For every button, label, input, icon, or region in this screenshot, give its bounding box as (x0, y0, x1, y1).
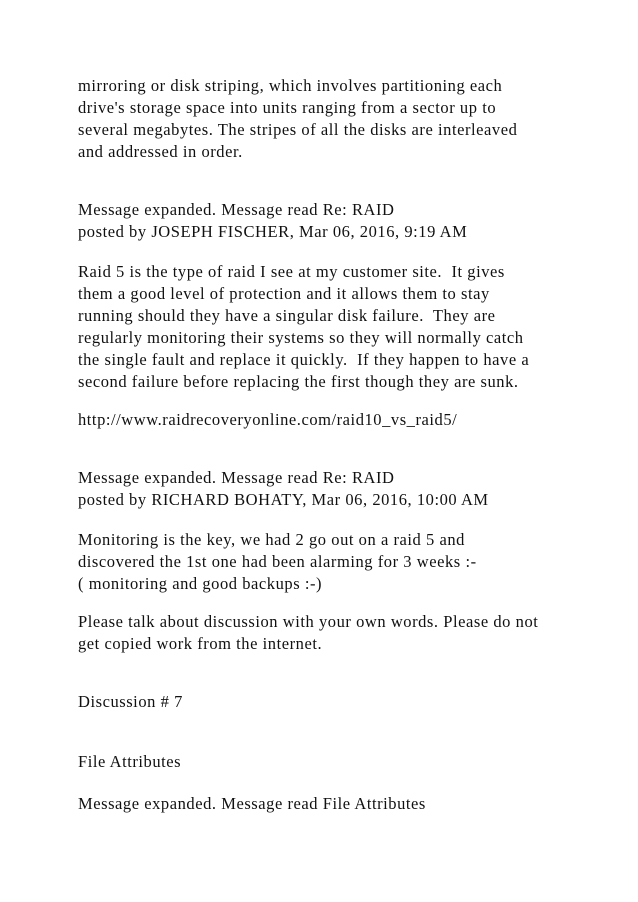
post-body-line: second failure before replacing the first though they are sunk. (78, 372, 519, 391)
post-header: Message expanded. Message read Re: RAID (78, 468, 395, 487)
post-header: Message expanded. Message read File Attributes (78, 794, 426, 813)
instruction-line: Please talk about discussion with your own words. Please do not (78, 612, 539, 631)
instruction-line: get copied work from the internet. (78, 634, 323, 653)
reference-link: http://www.raidrecoveryonline.com/raid10_vs_raid5/ (78, 410, 458, 429)
post-body-line: ( monitoring and good backups :-) (78, 574, 323, 593)
topic-title: File Attributes (78, 752, 182, 771)
post-header: Message expanded. Message read Re: RAID (78, 200, 395, 219)
post-body-line: running should they have a singular disk failure. They are (78, 306, 496, 325)
discussion-heading: Discussion # 7 (78, 692, 183, 711)
post-byline: posted by RICHARD BOHATY, Mar 06, 2016, 10:00 AM (78, 490, 489, 509)
text-line: several megabytes. The stripes of all the disks are interleaved (78, 120, 518, 139)
text-line: and addressed in order. (78, 142, 243, 161)
text-line: mirroring or disk striping, which involves partitioning each (78, 76, 503, 95)
post-body-line: regularly monitoring their systems so they will normally catch (78, 328, 524, 347)
post-body-line: Monitoring is the key, we had 2 go out on a raid 5 and (78, 530, 465, 549)
post-body-line: them a good level of protection and it allows them to stay (78, 284, 490, 303)
post-body-line: the single fault and replace it quickly. If they happen to have a (78, 350, 530, 369)
post-byline: posted by JOSEPH FISCHER, Mar 06, 2016, 9:19 AM (78, 222, 468, 241)
post-body-line: Raid 5 is the type of raid I see at my customer site. It gives (78, 262, 505, 281)
text-line: drive's storage space into units ranging from a sector up to (78, 98, 497, 117)
post-body-line: discovered the 1st one had been alarming for 3 weeks :- (78, 552, 477, 571)
